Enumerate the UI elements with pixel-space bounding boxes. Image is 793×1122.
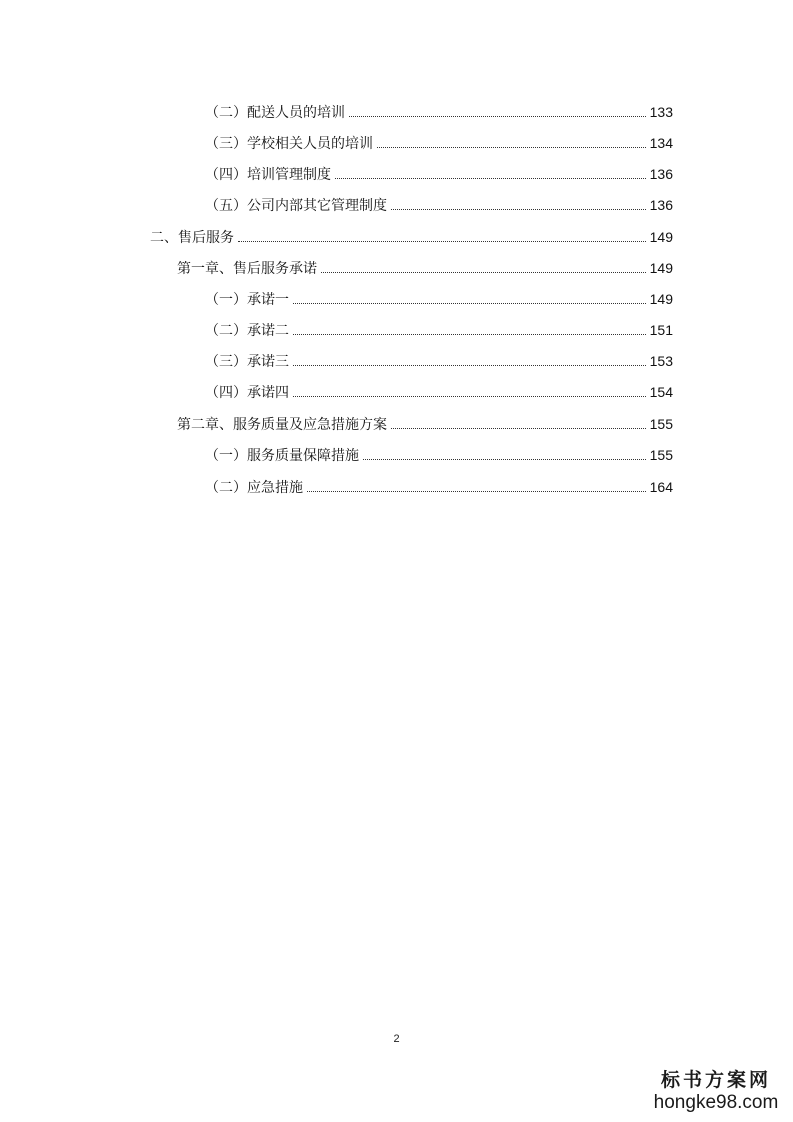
- toc-entry-label: （一）服务质量保障措施: [205, 448, 359, 464]
- dot-leader: [335, 178, 646, 179]
- toc-entry-page: 149: [649, 229, 673, 245]
- dot-leader: [293, 396, 646, 397]
- toc-entry-label: （三）承诺三: [205, 354, 289, 370]
- toc-entry[interactable]: [205, 350, 673, 372]
- dot-leader: [349, 116, 646, 117]
- dot-leader: [363, 459, 646, 460]
- toc-entry-label: （五）公司内部其它管理制度: [205, 198, 387, 214]
- dot-leader: [321, 272, 646, 273]
- toc-entry-page: 149: [649, 260, 673, 276]
- watermark-url: hongke98.com: [653, 1092, 779, 1113]
- toc-entry[interactable]: [177, 413, 673, 435]
- toc-entry-label: （四）培训管理制度: [205, 167, 331, 183]
- toc-entry[interactable]: [177, 257, 673, 279]
- dot-leader: [293, 365, 646, 366]
- toc-entry-page: 136: [649, 166, 673, 182]
- dot-leader: [391, 428, 646, 429]
- toc-entry[interactable]: [205, 288, 673, 310]
- toc-entry[interactable]: [205, 132, 673, 154]
- toc-entry-label: 第二章、服务质量及应急措施方案: [177, 417, 387, 433]
- toc-entry-page: 151: [649, 322, 673, 338]
- watermark-site-name: 标书方案网: [660, 1069, 771, 1091]
- toc-entry-page: 164: [649, 479, 673, 495]
- toc-entry[interactable]: [205, 476, 673, 498]
- toc-entry-page: 153: [649, 353, 673, 369]
- toc-entry-label: 二、售后服务: [150, 230, 234, 246]
- dot-leader: [293, 334, 646, 335]
- toc-entry-page: 155: [649, 447, 673, 463]
- toc-entry[interactable]: [205, 444, 673, 466]
- page-number: 2: [393, 1033, 400, 1045]
- dot-leader: [377, 147, 646, 148]
- toc-entry[interactable]: [205, 194, 673, 216]
- toc-entry[interactable]: [205, 319, 673, 341]
- toc-entry-label: （二）承诺二: [205, 323, 289, 339]
- toc-entry-label: （二）应急措施: [205, 480, 303, 496]
- toc-entry-page: 149: [649, 291, 673, 307]
- toc-entry-page: 136: [649, 197, 673, 213]
- watermark: [651, 1068, 781, 1114]
- dot-leader: [293, 303, 646, 304]
- toc-entry-page: 133: [649, 104, 673, 120]
- toc-entry[interactable]: [205, 101, 673, 123]
- toc-entry-label: （一）承诺一: [205, 292, 289, 308]
- toc-entry-label: （二）配送人员的培训: [205, 105, 345, 121]
- dot-leader: [391, 209, 646, 210]
- toc-entry-page: 154: [649, 384, 673, 400]
- toc-entry-page: 134: [649, 135, 673, 151]
- dot-leader: [307, 491, 646, 492]
- toc-entry[interactable]: [205, 163, 673, 185]
- toc-entry[interactable]: [205, 381, 673, 403]
- dot-leader: [238, 241, 646, 242]
- toc-entry[interactable]: [150, 226, 673, 248]
- toc-entry-label: （四）承诺四: [205, 385, 289, 401]
- toc-entry-page: 155: [649, 416, 673, 432]
- toc-entry-label: 第一章、售后服务承诺: [177, 261, 317, 277]
- toc-entry-label: （三）学校相关人员的培训: [205, 136, 373, 152]
